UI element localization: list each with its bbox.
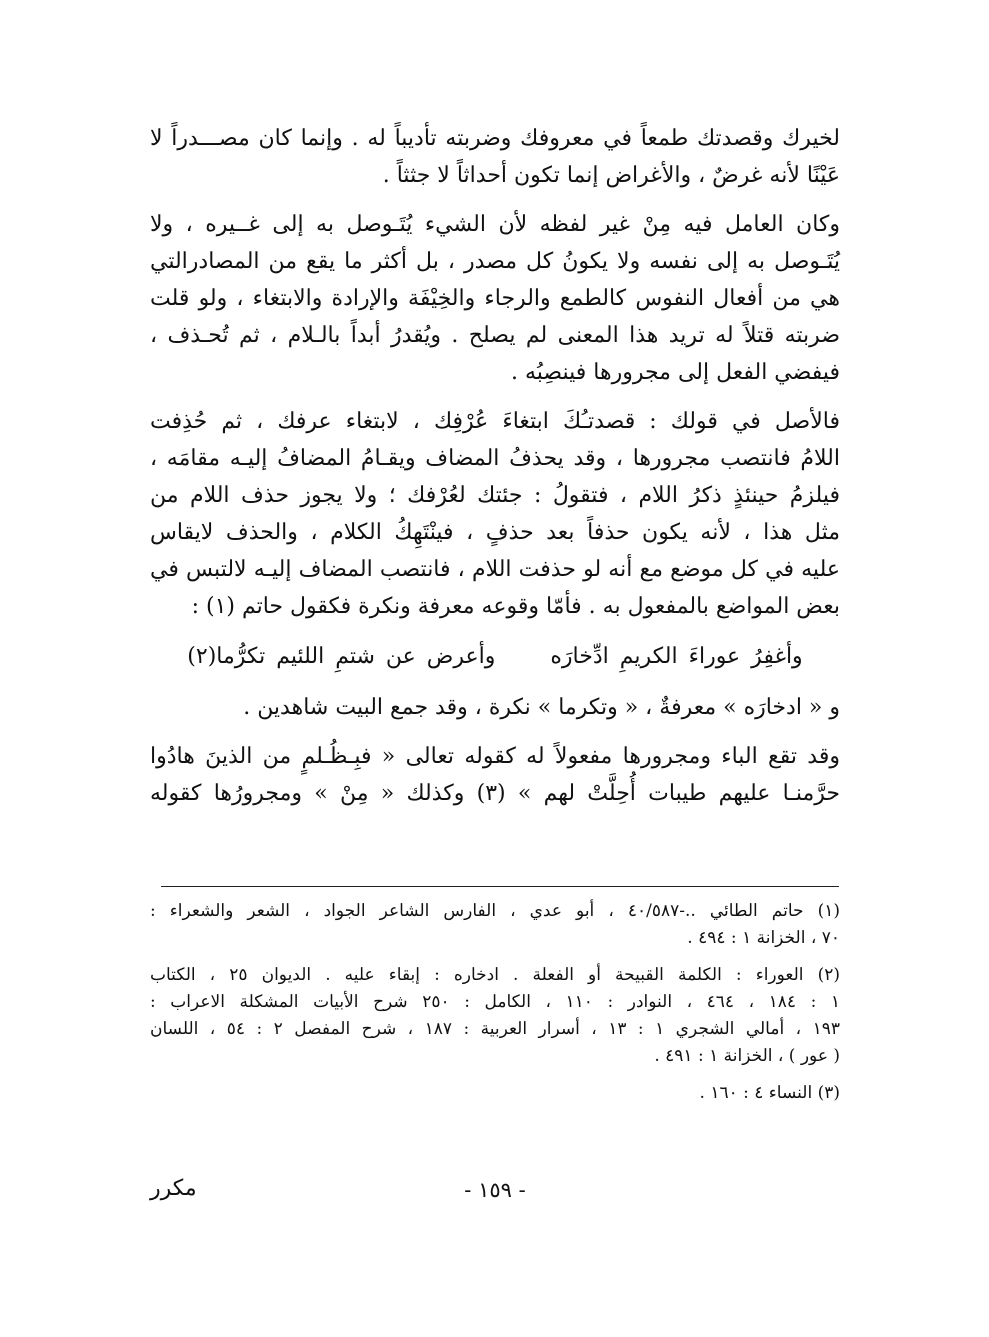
catchword: مكرر <box>150 1176 197 1201</box>
text-line: اللامُ فانتصب مجرورها ، وقد يحذفُ المضاف ويقـامُ المضافُ إليـه مقامَه ، <box>150 446 841 471</box>
text-line: يُتَـوصل به إلى نفسه ولا يكونُ كل مصدر ، بل أكثر ما يقع من المصادرالتي <box>150 249 840 274</box>
text-line: فالأصل في قولك : قصدتـُكَ ابتغاءَ عُرْفِك ، لابتغاء عرفك ، ثم حُذِفت <box>150 409 840 434</box>
verse-hemistich-second: وأعرض عن شتمِ اللئيم تكرُّما(٢) <box>187 644 496 669</box>
text-line: لخيرك وقصدتك طمعاً في معروفك وضربته تأديباً له . وإنما كان مصـــدراً لا <box>150 126 840 151</box>
verse-hemistich-first: وأغفِرُ عوراءَ الكريمِ ادِّخارَه <box>550 644 803 669</box>
poetry-verse <box>150 637 840 677</box>
page-number: - ١٥٩ - <box>464 1178 526 1202</box>
text-line: مثل هذا ، لأنه يكون حذفاً بعد حذفٍ ، فينْتَهِكُ الكلام ، والحذف لايقاس <box>150 520 840 545</box>
paragraph-2 <box>150 206 840 391</box>
text-line: فيلزمُ حينئذٍ ذكرُ اللام ، فتقولُ : جئتك لعُرْفك ؛ ولا يجوز حذف اللام من <box>150 483 840 508</box>
text-line: عليه في كل موضع مع أنه لو حذفت اللام ، فانتصب المضاف إليـه لالتبس في <box>150 557 840 582</box>
text-line: ضربته قتلاً له تريد هذا المعنى لم يصلح . ويُقدرُ أبداً بالـلام ، ثم تُحـذف ، <box>150 323 840 348</box>
footnote-1 <box>150 898 840 952</box>
footnote-line: (٢) العوراء : الكلمة القبيحة أو الفعلة . ادخاره : إبقاء عليه . الديوان ٢٥ ، الكتاب <box>150 965 841 985</box>
text-line: حرَّمنـا عليهم طيبات أُحِلَّتْ لهم » (٣) وكذلك « مِنْ » ومجرورُها كقوله <box>150 781 840 806</box>
paragraph-5 <box>150 738 840 812</box>
text-line: فيفضي الفعل إلى مجرورها فينصِبُه . <box>510 360 840 385</box>
footnote-line: ١ : ١٨٤ ، ٤٦٤ ، النوادر : ١١٠ ، الكامل : ٢٥٠ شرح الأبيات المشكلة الاعراب : <box>150 992 841 1012</box>
footnote-divider <box>161 886 839 887</box>
footnote-line: ١٩٣ ، أمالي الشجري ١ : ١٣ ، أسرار العربية : ١٨٧ ، شرح المفصل ٢ : ٥٤ ، اللسان <box>150 1019 840 1039</box>
footnote-line: (١) حاتم الطائي ..-٤٠/٥٨٧ ، أبو عدي ، الفارس الشاعر الجواد ، الشعر والشعراء : <box>150 901 840 921</box>
text-line: عَيْنًا لأنه غرضٌ ، والأغراض إنما تكون أحداثاً لا جثثاً . <box>382 163 840 188</box>
footnote-3 <box>150 1080 840 1107</box>
text-line: وقد تقع الباء ومجرورها مفعولاً له كقوله تعالى « فبِـظُـلمٍ من الذينَ هادُوا <box>150 744 840 769</box>
text-line: و « ادخارَه » معرفةٌ ، « وتكرما » نكرة ، وقد جمع البيت شاهدين . <box>243 695 840 720</box>
paragraph-1 <box>150 120 840 194</box>
paragraph-3 <box>150 403 840 625</box>
text-line: بعض المواضع بالمفعول به . فأمّا وقوعه معرفة ونكرة فكقول حاتم (١) : <box>191 594 840 619</box>
footnote-2 <box>150 962 840 1070</box>
footnote-line: ( عور ) ، الخزانة ١ : ٤٩١ . <box>654 1046 840 1066</box>
footnotes <box>150 898 840 1117</box>
main-text <box>150 120 840 824</box>
footnote-line: (٣) النساء ٤ : ١٦٠ . <box>699 1083 840 1103</box>
paragraph-4 <box>150 689 840 726</box>
text-line: هي من أفعال النفوس كالطمع والرجاء والخِيْفَة والإرادة والابتغاء ، ولو قلت <box>150 286 840 311</box>
footnote-line: ٧٠ ، الخزانة ١ : ٤٩٤ . <box>687 928 840 948</box>
text-line: وكان العامل فيه مِنْ غير لفظه لأن الشيء يُتَـوصل به إلى غــيره ، ولا <box>150 212 840 237</box>
